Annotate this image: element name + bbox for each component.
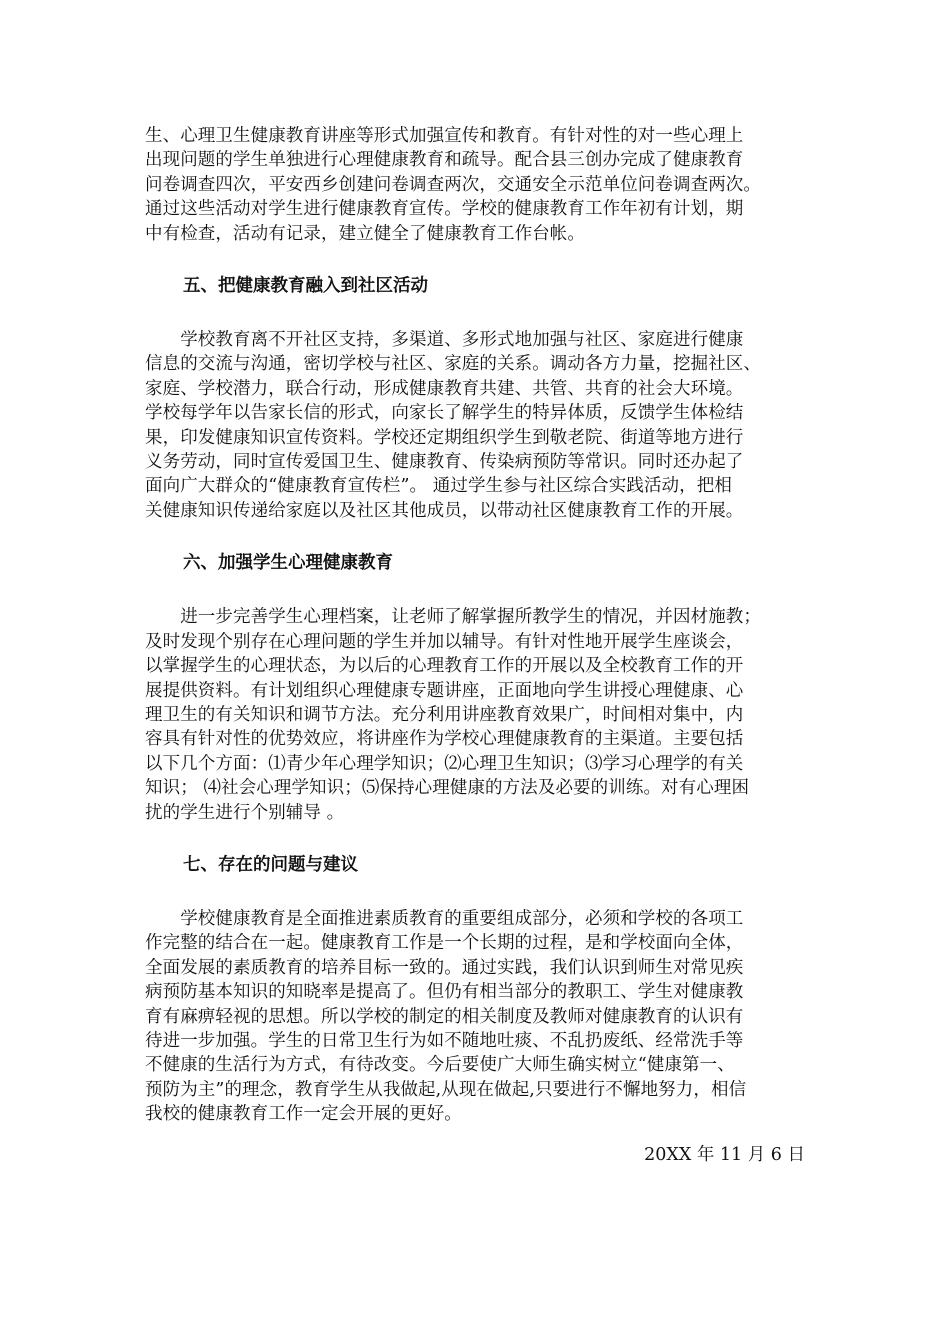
text-line: 问卷调查四次，平安西乡创建问卷调查两次，交通安全示范单位问卷调查两次。 bbox=[145, 174, 761, 195]
text-line: 信息的交流与沟通，密切学校与社区、家庭的关系。调动各方力量，挖掘社区、 bbox=[145, 354, 761, 375]
text-line: 学校每学年以告家长信的形式，向家长了解学生的特异体质，反馈学生体检结 bbox=[145, 403, 744, 424]
text-line: 果，印发健康知识宣传资料。学校还定期组织学生到敬老院、街道等地方进行 bbox=[145, 427, 744, 448]
section-5-paragraph bbox=[145, 328, 805, 523]
text-line: 扰的学生进行个别辅导 。 bbox=[145, 802, 345, 823]
text-line: 待进一步加强。学生的日常卫生行为如不随地吐痰、不乱扔废纸、经常洗手等 bbox=[145, 1030, 744, 1051]
text-line: 容具有针对性的优势效应，将讲座作为学校心理健康教育的主渠道。主要包括 bbox=[145, 729, 744, 750]
text-line: 生、心理卫生健康教育讲座等形式加强宣传和教育。有针对性的对一些心理上 bbox=[145, 126, 744, 146]
text-line: 学校教育离不开社区支持，多渠道、多形式地加强与社区、家庭进行健康 bbox=[145, 330, 744, 351]
text-line: 预防为主”的理念，教育学生从我做起,从现在做起,只要进行不懈地努力，相信 bbox=[145, 1079, 747, 1100]
section-7-paragraph bbox=[145, 907, 805, 1127]
text-line: 理卫生的有关知识和调节方法。充分利用讲座教育效果广，时间相对集中，内 bbox=[145, 704, 744, 725]
text-line: 义务劳动，同时宣传爱国卫生、健康教育、传染病预防等常识。同时还办起了 bbox=[145, 452, 744, 473]
document-date: 20XX 年 11 月 6 日 bbox=[644, 1144, 805, 1165]
text-line: 中有检查，活动有记录，建立健全了健康教育工作台帐。 bbox=[145, 223, 585, 244]
text-line: 关健康知识传递给家庭以及社区其他成员，以带动社区健康教育工作的开展。 bbox=[145, 500, 744, 521]
text-line: 通过这些活动对学生进行健康教育宣传。学校的健康教育工作年初有计划，期 bbox=[145, 199, 744, 220]
text-line: 以下几个方面：⑴青少年心理学知识；⑵心理卫生知识；⑶学习心理学的有关 bbox=[145, 753, 744, 774]
intro-paragraph bbox=[145, 124, 805, 246]
text-line: 展提供资料。有计划组织心理健康专题讲座，正面地向学生讲授心理健康、心 bbox=[145, 680, 744, 701]
section-heading-6: 六、加强学生心理健康教育 bbox=[183, 553, 393, 574]
text-line: 进一步完善学生心理档案，让老师了解掌握所教学生的情况，并因材施教； bbox=[145, 607, 761, 628]
text-line: 作完整的结合在一起。健康教育工作是一个长期的过程，是和学校面向全体， bbox=[145, 933, 744, 954]
text-line: 知识； ⑷社会心理学知识；⑸保持心理健康的方法及必要的训练。对有心理困 bbox=[145, 778, 750, 799]
text-line: 及时发现个别存在心理问题的学生并加以辅导。有针对性地开展学生座谈会， bbox=[145, 631, 744, 652]
text-line: 病预防基本知识的知晓率是提高了。但仍有相当部分的教职工、学生对健康教 bbox=[145, 982, 744, 1003]
document-body bbox=[145, 124, 805, 1167]
section-heading-5: 五、把健康教育融入到社区活动 bbox=[183, 276, 428, 297]
text-line: 学校健康教育是全面推进素质教育的重要组成部分，必须和学校的各项工 bbox=[145, 908, 744, 929]
text-line: 家庭、学校潜力，联合行动，形成健康教育共建、共管、共育的社会大环境。 bbox=[145, 378, 744, 399]
text-line: 不健康的生活行为方式，有待改变。今后要使广大师生确实树立“健康第一、 bbox=[145, 1055, 735, 1076]
text-line: 全面发展的素质教育的培养目标一致的。通过实践，我们认识到师生对常见疾 bbox=[145, 957, 744, 978]
text-line: 面向广大群众的“健康教育宣传栏”。 通过学生参与社区综合实践活动，把相 bbox=[145, 476, 732, 497]
text-line: 我校的健康教育工作一定会开展的更好。 bbox=[145, 1104, 462, 1125]
text-line: 出现问题的学生单独进行心理健康教育和疏导。配合县三创办完成了健康教育 bbox=[145, 150, 744, 171]
section-heading-7: 七、存在的问题与建议 bbox=[183, 854, 358, 875]
section-6-paragraph bbox=[145, 605, 805, 825]
text-line: 育有麻痹轻视的思想。所以学校的制定的相关制度及教师对健康教育的认识有 bbox=[145, 1006, 744, 1027]
text-line: 以掌握学生的心理状态，为以后的心理教育工作的开展以及全校教育工作的开 bbox=[145, 656, 744, 677]
